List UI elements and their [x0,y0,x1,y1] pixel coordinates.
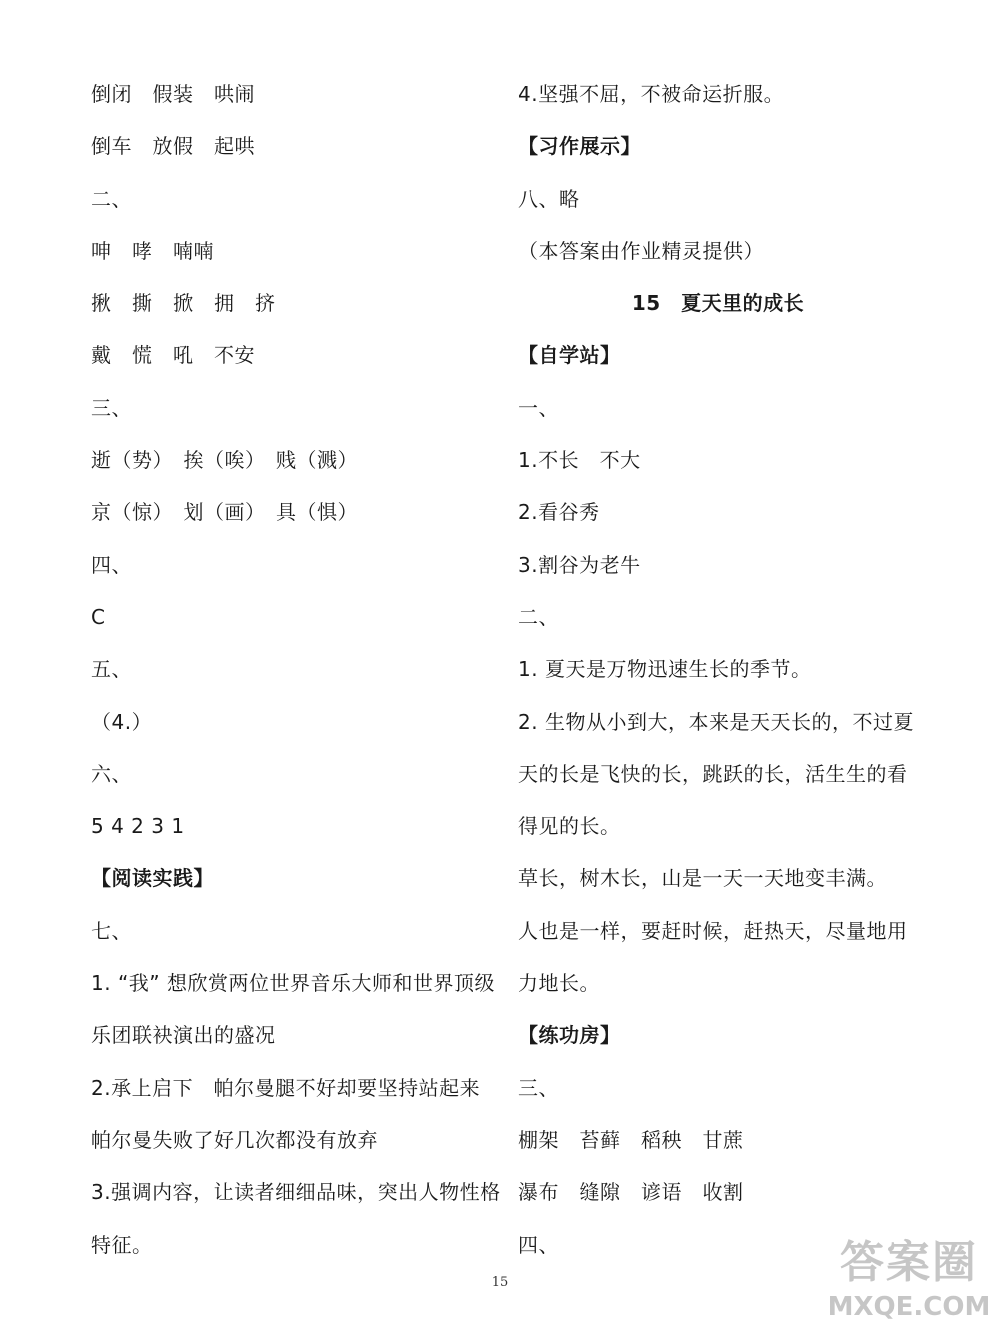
right-column-line: （本答案由作业精灵提供） [518,238,764,263]
right-column-line: 人也是一样，要赶时候，赶热天，尽量地用 [518,918,908,943]
right-column-line: 【习作展示】 [518,134,641,159]
left-column-line: 戴 慌 吼 不安 [91,343,255,368]
left-column-line: 2.承上启下 帕尔曼腿不好却要坚持站起来 [91,1075,481,1100]
left-column-line: 呻 哮 喃喃 [91,238,214,263]
left-column-line: 乐团联袂演出的盛况 [91,1023,276,1048]
watermark-logo [824,1234,994,1334]
right-column-line: 1. 夏天是万物迅速生长的季节。 [518,657,812,682]
watermark-bottom-text: MXQE.COM [827,1292,991,1322]
right-column-line: 3.割谷为老牛 [518,552,641,577]
left-column-line: 5 4 2 3 1 [91,814,185,839]
left-column-line: 七、 [91,918,132,943]
left-column-line: 六、 [91,761,132,786]
left-column-line: 四、 [91,552,132,577]
right-column-line: 【自学站】 [518,343,621,368]
watermark-top-text: 答案圈 [840,1237,978,1288]
right-column-line: 草长，树木长，山是一天一天地变丰满。 [518,866,887,891]
right-column-line: 一、 [518,395,559,420]
left-column-line: 五、 [91,657,132,682]
page-number: 15 [491,1275,509,1290]
left-column-line: 二、 [91,186,132,211]
left-column [91,68,501,1271]
left-column-line: 【阅读实践】 [91,866,214,891]
left-column-line: 帕尔曼失败了好几次都没有放弃 [91,1127,378,1152]
left-column-line: 京（惊） 划（画） 具（惧） [91,500,358,525]
left-column-line: 倒车 放假 起哄 [91,134,255,159]
right-column-line: 2. 生物从小到大，本来是天天长的，不过夏 [518,709,914,734]
right-column-line: 得见的长。 [518,814,621,839]
right-column-line: 八、略 [518,186,580,211]
left-column-line: 三、 [91,395,132,420]
right-column-line: 【练功房】 [518,1023,621,1048]
left-column-line: C [91,604,106,629]
right-column-line: 三、 [518,1075,559,1100]
right-column-line: 天的长是飞快的长，跳跃的长，活生生的看 [518,761,908,786]
left-column-line: 特征。 [91,1232,153,1257]
left-column-line: 1. “我” 想欣赏两位世界音乐大师和世界顶级 [91,971,496,996]
right-column-line: 四、 [518,1232,559,1257]
right-column-line: 瀑布 缝隙 谚语 收割 [518,1180,744,1205]
left-column-line: 逝（势） 挨（唉） 贱（溅） [91,448,358,473]
right-column-line: 1.不长 不大 [518,448,641,473]
right-column-line: 力地长。 [518,971,600,996]
right-column [518,68,918,1271]
right-column-line: 棚架 苔藓 稻秧 甘蔗 [518,1127,744,1152]
left-column-line: 3.强调内容，让读者细细品味，突出人物性格 [91,1180,501,1205]
left-column-line: 倒闭 假装 哄闹 [91,82,255,106]
right-column-line: 二、 [518,604,559,629]
left-column-line: 揪 撕 掀 拥 挤 [91,291,276,316]
left-column-line: （4.） [91,709,153,734]
right-column-line: 4.坚强不屈，不被命运折服。 [518,82,785,106]
right-column-line: 2.看谷秀 [518,500,600,525]
right-column-line: 15 夏天里的成长 [631,291,805,316]
